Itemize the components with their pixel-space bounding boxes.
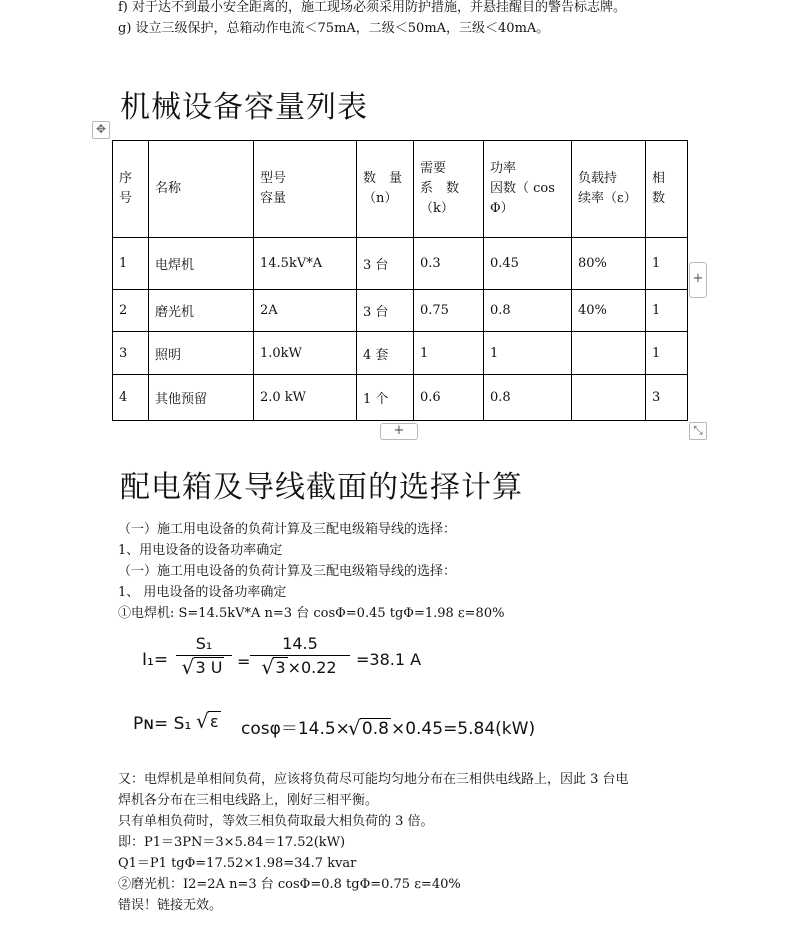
table-cell: 14.5kV*A: [254, 238, 357, 290]
table-cell: [572, 375, 646, 421]
calc-line-welder: ①电焊机: S=14.5kV*A n=3 台 cosΦ=0.45 tgΦ=1.98 ε=80%: [118, 606, 505, 621]
formula1-denominator: 3 U: [195, 658, 223, 677]
header-cell-model: 型号 容量: [254, 141, 357, 238]
formula1-denominator-tail: ×0.22: [287, 658, 337, 677]
formula1-equals: =: [237, 652, 251, 671]
formula1-fraction-numeric: [250, 634, 350, 677]
table-cell: 0.6: [414, 375, 484, 421]
table-cell: 1: [484, 332, 572, 375]
table-cell: 1: [646, 238, 688, 290]
table-cell: 0.45: [484, 238, 572, 290]
formula1-numerator-value: 14.5: [282, 634, 318, 653]
formula2-tail: ×0.45=5.84(kW): [390, 719, 536, 739]
table-cell: 0.8: [484, 290, 572, 332]
table-cell: 4 套: [357, 332, 414, 375]
formula1-fraction-symbolic: [176, 634, 232, 677]
table-cell: 3 台: [357, 238, 414, 290]
table-row: [113, 238, 688, 290]
table-row: [113, 290, 688, 332]
table-cell: 1 个: [357, 375, 414, 421]
header-cell-duty-rate: 负载持 续率（ε）: [572, 141, 646, 238]
intro-line-f: f) 对于达不到最小安全距离的，施工现场必须采用防护措施，并悬挂醒目的警告标志牌。: [118, 0, 627, 15]
table-cell: 40%: [572, 290, 646, 332]
text-line: 又：电焊机是单相间负荷，应该将负荷尽可能均匀地分布在三相供电线路上，因此 3 台电: [118, 772, 629, 787]
table-resize-icon[interactable]: ⤡: [689, 422, 707, 440]
table-cell: 3: [113, 332, 149, 375]
calc-line: （一）施工用电设备的负荷计算及三配电级箱导线的选择：: [118, 522, 457, 537]
header-cell-quantity: 数 量 （n）: [357, 141, 414, 238]
text-line: 焊机各分布在三相电线路上，刚好三相平衡。: [118, 793, 379, 808]
text-line-grinder: ②磨光机：I2=2A n=3 台 cosΦ=0.8 tgΦ=0.75 ε=40%: [118, 877, 461, 892]
sqrt-symbol-icon: √ 3: [263, 658, 287, 677]
add-column-button[interactable]: +: [689, 262, 707, 298]
table-cell: 电焊机: [149, 238, 254, 290]
header-cell-phases: 相 数: [646, 141, 688, 238]
header-cell-power-factor: 功率 因数（ cos Φ）: [484, 141, 572, 238]
table-move-icon[interactable]: ✥: [92, 121, 110, 139]
formula2-lhs: Pɴ= S₁: [133, 714, 192, 734]
table-cell: 4: [113, 375, 149, 421]
sqrt-symbol-icon: √ ε: [198, 712, 221, 731]
table-cell: 0.75: [414, 290, 484, 332]
table-cell: 磨光机: [149, 290, 254, 332]
text-line: Q1＝P1 tgΦ=17.52×1.98=34.7 kvar: [118, 856, 357, 871]
equipment-table: [112, 140, 688, 421]
table-cell: 1: [646, 332, 688, 375]
formula2-middle: cosφ＝14.5×: [241, 719, 350, 739]
table-cell: 其他预留: [149, 375, 254, 421]
table-cell: 照明: [149, 332, 254, 375]
text-line: 即：P1＝3PN＝3×5.84＝17.52(kW): [118, 835, 346, 850]
table-cell: 1.0kW: [254, 332, 357, 375]
table-cell: 1: [113, 238, 149, 290]
calc-line: 1、 用电设备的设备功率确定: [118, 585, 287, 600]
section-title-equipment: 机械设备容量列表: [120, 90, 368, 125]
table-cell: 80%: [572, 238, 646, 290]
calc-line: 1、用电设备的设备功率确定: [118, 543, 283, 558]
table-cell: 3: [646, 375, 688, 421]
table-cell: 2A: [254, 290, 357, 332]
table-cell: 1: [646, 290, 688, 332]
text-line: 只有单相负荷时，等效三相负荷取最大相负荷的 3 倍。: [118, 814, 434, 829]
calc-line: （一）施工用电设备的负荷计算及三配电级箱导线的选择：: [118, 564, 457, 579]
formula1-lhs: I₁=: [142, 650, 169, 670]
header-cell-demand-factor: 需要 系 数 （k）: [414, 141, 484, 238]
table-cell: 1: [414, 332, 484, 375]
formula1-result: =38.1 A: [356, 650, 422, 669]
table-row: [113, 375, 688, 421]
table-cell: 0.3: [414, 238, 484, 290]
header-cell-index: 序 号: [113, 141, 149, 238]
sqrt-symbol-icon: [184, 658, 225, 677]
header-cell-name: 名称: [149, 141, 254, 238]
section-title-distribution: 配电箱及导线截面的选择计算: [120, 470, 523, 505]
add-row-button[interactable]: +: [380, 423, 418, 440]
error-link-text: 错误！链接无效。: [118, 898, 223, 913]
formula1-numerator: S₁: [195, 634, 213, 653]
table-cell: 3 台: [357, 290, 414, 332]
sqrt-symbol-icon: √ 0.8: [350, 719, 391, 739]
table-cell: 2: [113, 290, 149, 332]
table-row: [113, 332, 688, 375]
table-cell: 2.0 kW: [254, 375, 357, 421]
formula2-sqrt: [198, 712, 221, 731]
intro-line-g: g) 设立三级保护，总箱动作电流＜75mA，二级＜50mA，三级＜40mA。: [118, 21, 550, 36]
table-cell: [572, 332, 646, 375]
table-header-row: [113, 141, 688, 238]
table-cell: 0.8: [484, 375, 572, 421]
